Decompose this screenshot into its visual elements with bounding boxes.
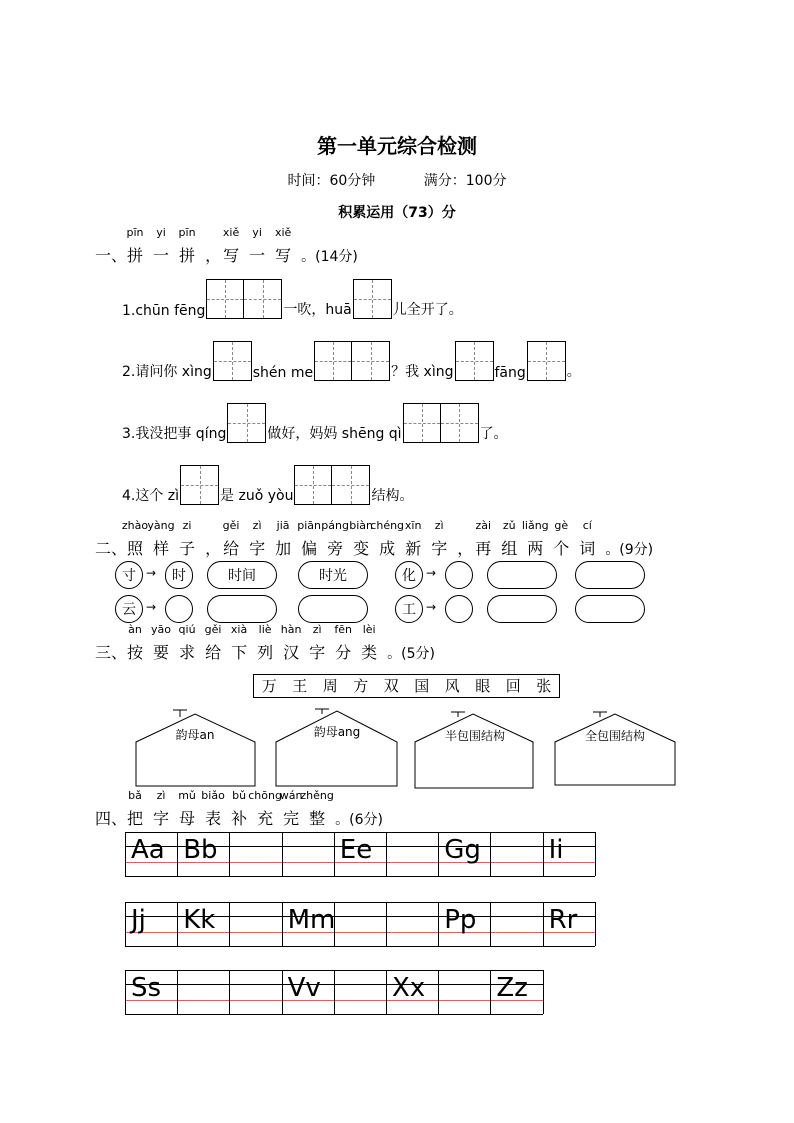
pinyin: zì: [312, 623, 322, 636]
hanzi: 求: [179, 643, 196, 662]
section-1-heading: [95, 226, 358, 266]
pinyin: zi: [182, 519, 192, 532]
writing-grid[interactable]: [206, 279, 282, 319]
section-score: 。(5分): [387, 646, 436, 662]
letter-pair: Ss: [131, 973, 162, 1003]
hanzi: 词: [579, 539, 596, 558]
pinyin-char: [127, 623, 144, 663]
char-item: 张: [536, 677, 552, 695]
pinyin: àn: [128, 623, 142, 636]
writing-grid[interactable]: [314, 341, 390, 381]
column-divider: [125, 970, 126, 1014]
apple-answer[interactable]: [445, 595, 473, 623]
pinyin-char: [127, 789, 144, 829]
hanzi: 完: [283, 809, 300, 828]
pinyin-char: [204, 623, 222, 663]
pinyin-char: [300, 789, 334, 829]
column-divider: [334, 832, 335, 876]
house-label: 半包围结构: [444, 729, 505, 743]
column-divider: [543, 832, 544, 876]
hanzi: 再: [475, 539, 492, 558]
column-divider: [386, 832, 387, 876]
word-cloud[interactable]: [207, 595, 277, 623]
pinyin: zì: [252, 519, 262, 532]
pinyin: pīn: [178, 226, 196, 239]
pinyin: bǎ: [128, 789, 142, 802]
hanzi: 字: [431, 539, 448, 558]
column-divider: [438, 832, 439, 876]
house-label: 韵母an: [175, 728, 215, 742]
pinyin: zhào: [121, 519, 149, 532]
pinyin-char: [321, 519, 349, 559]
alphabet-row-3: [125, 970, 543, 1014]
q-text: 1.chūn fēng: [122, 303, 206, 319]
word-cloud[interactable]: [487, 595, 557, 623]
guide-line: [125, 946, 595, 947]
letter-pair: Vv: [287, 973, 321, 1003]
char-item: 国: [414, 677, 430, 695]
hanzi: 两: [527, 539, 544, 558]
arrow-icon: →: [146, 600, 157, 614]
pinyin: jiā: [276, 519, 290, 532]
pinyin: gè: [554, 519, 569, 532]
letter-pair: Jj: [131, 905, 146, 935]
column-divider: [177, 902, 178, 946]
q-text: 做好，妈妈 shēng qì: [267, 426, 402, 442]
section-score: 。(6分): [335, 812, 383, 828]
char-item: 回: [505, 677, 521, 695]
column-divider: [229, 902, 230, 946]
hanzi: 表: [205, 809, 222, 828]
hanzi: 类: [361, 643, 378, 662]
hanzi: 下: [231, 643, 248, 662]
pinyin: gěi: [222, 519, 240, 532]
hanzi: 加: [275, 539, 292, 558]
pinyin-char: [553, 519, 570, 559]
house-outlines: [135, 708, 685, 790]
word-cloud: 时间: [207, 561, 277, 589]
writing-grid[interactable]: [403, 403, 479, 443]
hanzi: 组: [501, 539, 518, 558]
hanzi: 母: [179, 809, 196, 828]
hanzi: 旁: [327, 539, 344, 558]
hanzi: 按: [127, 643, 144, 662]
char-item: 双: [383, 677, 399, 695]
arrow-icon: →: [146, 566, 157, 580]
alphabet-row-2: [125, 902, 595, 946]
pinyin-char: [501, 519, 518, 559]
writing-grid[interactable]: [294, 465, 370, 505]
column-divider: [282, 902, 283, 946]
guide-line: [125, 876, 595, 877]
pinyin-char: [457, 536, 473, 559]
pinyin: biǎo: [201, 789, 225, 802]
hanzi: ，: [205, 246, 222, 265]
pinyin-char: [361, 623, 378, 663]
hanzi: 一: [153, 246, 170, 265]
pinyin: xiě: [274, 226, 292, 239]
arrow-icon: →: [426, 600, 437, 614]
guide-line: [125, 832, 595, 833]
question-1-3: [122, 403, 508, 443]
writing-grid[interactable]: [180, 465, 219, 505]
pinyin: chōng: [248, 789, 282, 802]
pinyin: piān: [297, 519, 322, 532]
q-text: 儿全开了。: [392, 302, 463, 318]
pinyin: yàng: [147, 519, 175, 532]
house-label: 韵母ang: [313, 725, 361, 739]
alphabet-row-1: [125, 832, 595, 876]
letter-pair: Ii: [548, 835, 564, 865]
hanzi: 补: [231, 809, 248, 828]
pinyin: fēn: [334, 623, 352, 636]
pinyin-char: [153, 789, 170, 829]
q-text: ？我 xìng: [391, 364, 454, 380]
column-divider: [490, 902, 491, 946]
pinyin: liǎng: [521, 519, 549, 532]
hanzi: 字: [309, 643, 326, 662]
column-divider: [490, 970, 491, 1014]
hanzi: 要: [153, 643, 170, 662]
pinyin: biàn: [349, 519, 374, 532]
hanzi: 写: [223, 246, 240, 265]
writing-grid[interactable]: [527, 341, 566, 381]
word-cloud[interactable]: [575, 561, 645, 589]
radical-exercise: [115, 561, 655, 631]
pinyin: bǔ: [232, 789, 247, 802]
pinyin-char: [222, 519, 240, 559]
hanzi: 成: [379, 539, 396, 558]
section-number: 四、: [95, 809, 128, 828]
pinyin-char: [275, 519, 292, 559]
question-char: 工: [395, 595, 423, 623]
apple-answer: 时: [165, 561, 193, 589]
houses: [135, 708, 685, 790]
pinyin: wán: [279, 789, 303, 802]
q-text: 3.我没把事 qíng: [122, 426, 227, 442]
pinyin-char: [222, 226, 240, 266]
letter-pair: Xx: [392, 973, 426, 1003]
pinyin-char: [178, 226, 196, 266]
word-cloud[interactable]: [298, 595, 368, 623]
pinyin-char: [297, 519, 322, 559]
pinyin: páng: [321, 519, 349, 532]
pinyin: gěi: [204, 623, 222, 636]
char-item: 方: [353, 677, 369, 695]
hanzi: 字: [153, 809, 170, 828]
hanzi: 列: [257, 643, 274, 662]
pinyin: chéng: [370, 519, 405, 532]
pinyin-char: [151, 623, 172, 663]
pinyin: liè: [258, 623, 272, 636]
hanzi: 拼: [127, 246, 144, 265]
char-item: 万: [261, 677, 277, 695]
character-list: [253, 674, 560, 698]
section-number: 一、: [95, 246, 128, 265]
pinyin-char: [370, 519, 405, 559]
letter-pair: Pp: [444, 905, 477, 935]
writing-grid[interactable]: [213, 341, 252, 381]
pinyin-char: [205, 536, 221, 559]
pinyin: pīn: [126, 226, 144, 239]
hanzi: 汉: [283, 643, 300, 662]
guide-line: [125, 902, 595, 903]
pinyin-char: [249, 226, 266, 266]
pinyin-char: [248, 789, 282, 829]
pinyin-char: [274, 226, 292, 266]
q-text: 一吹，huā: [283, 302, 352, 318]
hanzi: 样: [153, 539, 170, 558]
section-number: 二、: [95, 539, 128, 558]
apple-answer[interactable]: [165, 595, 193, 623]
hanzi: 变: [353, 539, 370, 558]
pinyin: xīn: [404, 519, 422, 532]
column-divider: [438, 970, 439, 1014]
arrow-icon: →: [426, 566, 437, 580]
q-text: shén me: [252, 365, 314, 381]
hanzi: 充: [257, 809, 274, 828]
pinyin-char: [230, 623, 248, 663]
pinyin-char: [309, 623, 326, 663]
pinyin-char: [334, 623, 352, 663]
pinyin-char: [579, 519, 596, 559]
writing-grid[interactable]: [353, 279, 392, 319]
apple-answer[interactable]: [445, 561, 473, 589]
column-divider: [282, 970, 283, 1014]
hanzi: 分: [335, 643, 352, 662]
q-text: 2.请问你 xìng: [122, 364, 212, 380]
hanzi: 把: [127, 809, 144, 828]
pinyin-char: [404, 519, 422, 559]
char-item: 眼: [475, 677, 491, 695]
pinyin-char: [153, 226, 170, 266]
pinyin-char: [178, 623, 196, 663]
pinyin-char: [201, 789, 225, 829]
full-score: 满分：100分: [423, 173, 507, 189]
section-subtitle: 积累运用（73）分: [338, 205, 456, 221]
q-text: 了。: [479, 426, 508, 442]
time-limit: 时间：60分钟: [287, 173, 376, 189]
hanzi: 新: [405, 539, 422, 558]
pinyin: zì: [434, 519, 444, 532]
column-divider: [543, 970, 544, 1014]
letter-pair: Zz: [496, 973, 528, 1003]
letter-pair: Bb: [183, 835, 218, 865]
pinyin-char: [349, 519, 374, 559]
pinyin-char: [257, 623, 274, 663]
pinyin: qiú: [178, 623, 196, 636]
hanzi: ，: [205, 539, 222, 558]
column-divider: [125, 902, 126, 946]
char-item: 风: [444, 677, 460, 695]
q-text: 是 zuǒ yòu: [220, 488, 294, 504]
char-item: 王: [292, 677, 308, 695]
pinyin-char: [279, 789, 303, 829]
writing-grid[interactable]: [227, 403, 266, 443]
pinyin-char: [431, 519, 448, 559]
pinyin-char: [126, 226, 144, 266]
word-cloud[interactable]: [487, 561, 557, 589]
question-1-1: [122, 279, 463, 319]
section-score: 。(9分): [605, 542, 654, 558]
pinyin: hàn: [280, 623, 302, 636]
column-divider: [386, 970, 387, 1014]
pinyin: yāo: [151, 623, 172, 636]
question-char: 云: [115, 595, 143, 623]
pinyin-char: [205, 243, 221, 266]
pinyin-char: [147, 519, 175, 559]
column-divider: [229, 832, 230, 876]
exam-meta: [0, 170, 794, 190]
pinyin-char: [178, 789, 196, 829]
column-divider: [282, 832, 283, 876]
pinyin: zài: [475, 519, 492, 532]
hanzi: 拼: [179, 246, 196, 265]
letter-pair: Mm: [287, 905, 336, 935]
pinyin: cí: [582, 519, 592, 532]
section-number: 三、: [95, 643, 128, 662]
column-divider: [490, 832, 491, 876]
pinyin-char: [280, 623, 302, 663]
pinyin-char: [475, 519, 492, 559]
question-char: 化: [395, 561, 423, 589]
word-cloud[interactable]: [575, 595, 645, 623]
hanzi: 整: [309, 809, 326, 828]
letter-pair: Gg: [444, 835, 481, 865]
hanzi: ，: [457, 539, 474, 558]
hanzi: 偏: [301, 539, 318, 558]
question-1-2: [122, 341, 581, 381]
hanzi: 个: [553, 539, 570, 558]
column-divider: [177, 970, 178, 1014]
column-divider: [125, 832, 126, 876]
pinyin-char: [179, 519, 196, 559]
section-3-heading: [95, 623, 436, 663]
pinyin-char: [121, 519, 149, 559]
pinyin: yi: [252, 226, 262, 239]
section-score: 。(14分): [301, 249, 358, 265]
question-1-4: [122, 465, 413, 505]
hanzi: 照: [127, 539, 144, 558]
column-divider: [177, 832, 178, 876]
column-divider: [595, 832, 596, 876]
hanzi: 写: [275, 246, 292, 265]
pinyin: mǔ: [178, 789, 196, 802]
column-divider: [229, 970, 230, 1014]
pinyin: zǔ: [502, 519, 516, 532]
column-divider: [386, 902, 387, 946]
q-text: 。: [566, 364, 581, 380]
hanzi: 给: [205, 643, 222, 662]
page-title: 第一单元综合检测: [317, 134, 477, 158]
hanzi: 一: [249, 246, 266, 265]
pinyin-char: [231, 789, 248, 829]
example-char: 寸: [115, 561, 143, 589]
char-item: 周: [322, 677, 338, 695]
pinyin: zhěng: [300, 789, 334, 802]
q-text: 结构。: [371, 488, 414, 504]
hanzi: 给: [223, 539, 240, 558]
pinyin: xiě: [222, 226, 240, 239]
pinyin: lèi: [362, 623, 376, 636]
letter-pair: Rr: [548, 905, 578, 935]
q-text: 4.这个 zì: [122, 488, 180, 504]
guide-line: [125, 1014, 543, 1015]
letter-pair: Ee: [339, 835, 373, 865]
pinyin-char: [249, 519, 266, 559]
letter-pair: Kk: [183, 905, 216, 935]
word-cloud: 时光: [298, 561, 368, 589]
letter-pair: Aa: [131, 835, 165, 865]
hanzi: 子: [179, 539, 196, 558]
q-text: fāng: [494, 365, 526, 381]
column-divider: [595, 902, 596, 946]
pinyin: yi: [156, 226, 166, 239]
house-label: 全包围结构: [584, 729, 645, 743]
column-divider: [438, 902, 439, 946]
column-divider: [334, 970, 335, 1014]
column-divider: [543, 902, 544, 946]
writing-grid[interactable]: [455, 341, 494, 381]
pinyin-char: [521, 519, 549, 559]
pinyin: zì: [156, 789, 166, 802]
section-4-heading: [95, 789, 383, 829]
pinyin: xià: [230, 623, 248, 636]
section-2-heading: [95, 519, 654, 559]
hanzi: 字: [249, 539, 266, 558]
